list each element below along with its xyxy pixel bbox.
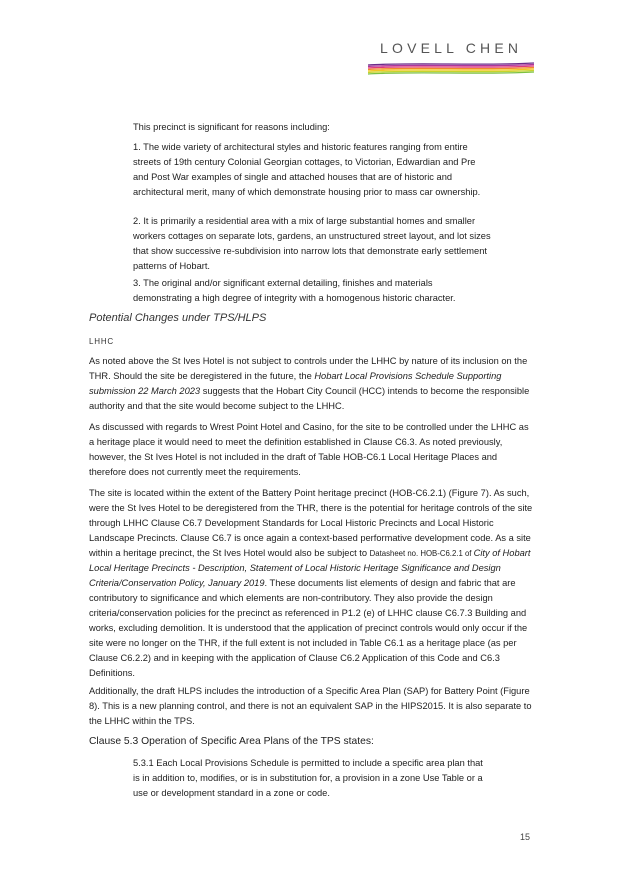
section-heading: Potential Changes under TPS/HLPS [89,312,267,324]
paragraph-2: As discussed with regards to Wrest Point Hotel and Casino, for the site to be controlled under the LHHC as a heritage place it would need to meet the definition established in Clause C6.3. As noted previously, however, the St Ives Hotel is not included in the draft of Table HOB-C6.1 Local Heritage Places and therefore does not currently meet the requirements. [89,422,529,477]
subheading: LHHC [89,337,114,346]
paragraph-1 [89,354,535,414]
document-title: City of Hobart Local Heritage Precincts - Description, Statement of Local Historic Heritage Significance and Design Criteria/Conservation Policy, January 2019 [89,548,531,588]
datasheet-reference: Datasheet no. HOB-C6.2.1 of [369,549,474,558]
reason-item: 2. It is primarily a residential area with a mix of large substantial homes and smaller workers cottages on separate lots, gardens, an unstructured street layout, and lot sizes that show successive re-subdivision into narrow lots that demonstrate early settlement patterns of Hobart. [133,216,491,271]
paragraph-3 [89,486,535,681]
paragraph-text: As noted above the St Ives Hotel is not subject to controls under the LHHC by nature of its inclusion on the THR. Should the site be deregistered in the future, the [89,356,528,381]
page-number: 15 [520,832,531,842]
paragraph-4: Additionally, the draft HLPS includes the introduction of a Specific Area Plan (SAP) for Battery Point (Figure 8). This is a new planning control, and there is not an equivalent SAP in the HIPS2015. It is also separate to the LHHC within the TPS. [89,686,532,726]
paragraph-text: . These documents list elements of design and fabric that are contributory to significance and which elements are non-contributory. They also provide the design criteria/conservation policies for the precinct as referenced in P1.2 (e) of LHHC clause C6.7.3 Building and works, excluding demolition. It is understood that the application of precinct controls would only occur if the site were no longer on the THR, if the full extent is not included in Table C6.1 as a heritage place (as per Clause C6.2.2) and in keeping with the application of Clause C6.2 Application of this Code and C6.3 Definitions. [89,578,528,678]
intro-text: This precinct is significant for reasons including: [133,122,330,132]
clause-quote: 5.3.1 Each Local Provisions Schedule is permitted to include a specific area plan that is in addition to, modifies, or is in substitution for, a provision in a zone Use Table or a use or development standard in a zone or code. [133,758,483,798]
logo-stripe [368,72,534,74]
clause-heading: Clause 5.3 Operation of Specific Area Plans of the TPS states: [89,736,374,747]
document-title: Hobart Local Provisions Schedule Supporting submission 22 March 2023 [89,371,502,396]
reason-item: 3. The original and/or significant external detailing, finishes and materials demonstrating a high degree of integrity with a homogenous historic character. [133,278,456,303]
logo-stripes [368,60,536,76]
paragraph-text: suggests that the Hobart City Council (HCC) intends to become the responsible authority and that the site would become subject to the LHHC. [89,386,530,411]
paragraph-text: The site is located within the extent of the Battery Point heritage precinct (HOB-C6.2.1) (Figure 7). As such, were the St Ives Hotel to be deregistered from the THR, there is the potential for heritage controls of the site through LHHC Clause C6.7 Development Standards for Local Historic Precincts and Local Historic Landscape Precincts. Clause C6.7 is once again a context-based performative development code. As a site within a heritage precinct, the St Ives Hotel would also be subject to [89,488,533,558]
company-logo-text: LOVELL CHEN [380,40,523,56]
reason-item: 1. The wide variety of architectural styles and historic features ranging from entire streets of 19th century Colonial Georgian cottages, to Victorian, Edwardian and Pre and Post War examples of single and attached houses that are of historic and architectural merit, many of which demonstrate housing prior to mass car ownership. [133,142,481,197]
